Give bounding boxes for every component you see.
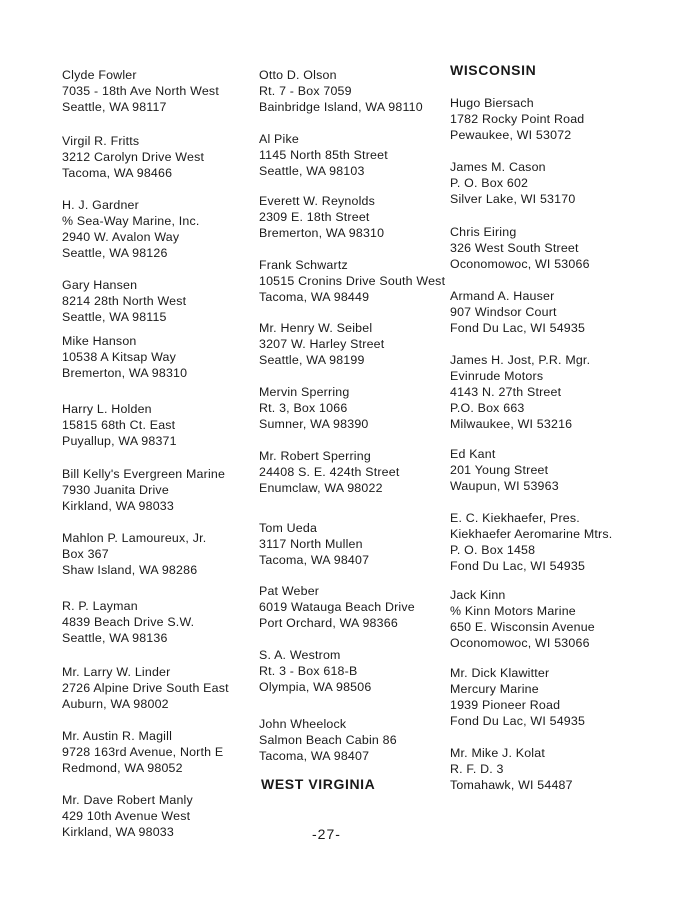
- entry-name: Frank Schwartz: [259, 258, 348, 272]
- entry-address-line: Fond Du Lac, WI 54935: [450, 559, 586, 573]
- entry-name: E. C. Kiekhaefer, Pres.: [450, 511, 580, 525]
- entry-name: Armand A. Hauser: [450, 289, 555, 303]
- entry-address-line: Tacoma, WA 98407: [259, 553, 370, 567]
- entry-address-line: 1145 North 85th Street: [259, 148, 388, 162]
- entry-address-line: P.O. Box 663: [450, 401, 525, 415]
- entry-address-line: P. O. Box 1458: [450, 543, 536, 557]
- entry-address-line: Pewaukee, WI 53072: [450, 128, 572, 142]
- entry-address-line: Puyallup, WA 98371: [62, 434, 177, 448]
- entry-address-line: 6019 Watauga Beach Drive: [259, 600, 415, 614]
- entry-address-line: Redmond, WA 98052: [62, 761, 183, 775]
- entry-name: Mr. Robert Sperring: [259, 449, 371, 463]
- address-entry: [62, 466, 225, 514]
- entry-address-line: Milwaukee, WI 53216: [450, 417, 573, 431]
- address-entry: [450, 587, 595, 651]
- entry-name: Gary Hansen: [62, 278, 138, 292]
- entry-address-line: Shaw Island, WA 98286: [62, 563, 198, 577]
- entry-address-line: Port Orchard, WA 98366: [259, 616, 398, 630]
- address-entry: [450, 665, 585, 729]
- entry-name: Mr. Dave Robert Manly: [62, 793, 193, 807]
- address-entry: [259, 647, 371, 695]
- address-entry: [450, 224, 590, 272]
- entry-address-line: 907 Windsor Court: [450, 305, 557, 319]
- entry-address-line: 3212 Carolyn Drive West: [62, 150, 205, 164]
- entry-address-line: 7035 - 18th Ave North West: [62, 84, 219, 98]
- entry-name: Virgil R. Fritts: [62, 134, 140, 148]
- entry-address-line: Olympia, WA 98506: [259, 680, 372, 694]
- address-entry: [450, 510, 612, 574]
- address-entry: [62, 530, 206, 578]
- entry-address-line: 3207 W. Harley Street: [259, 337, 385, 351]
- address-entry: [62, 664, 229, 712]
- entry-address-line: Bainbridge Island, WA 98110: [259, 100, 423, 114]
- entry-name: Al Pike: [259, 132, 299, 146]
- entry-name: Mr. Dick Klawitter: [450, 666, 550, 680]
- entry-address-line: R. F. D. 3: [450, 762, 504, 776]
- entry-address-line: Tomahawk, WI 54487: [450, 778, 573, 792]
- address-entry: [62, 133, 204, 181]
- entry-address-line: Oconomowoc, WI 53066: [450, 257, 590, 271]
- address-entry: [450, 446, 559, 494]
- entry-name: Tom Ueda: [259, 521, 318, 535]
- address-entry: [259, 716, 397, 764]
- entry-address-line: 1782 Rocky Point Road: [450, 112, 585, 126]
- entry-name: Mr. Mike J. Kolat: [450, 746, 545, 760]
- entry-name: Bill Kelly's Evergreen Marine: [62, 467, 226, 481]
- entry-address-line: 3117 North Mullen: [259, 537, 363, 551]
- entry-address-line: Bremerton, WA 98310: [62, 366, 188, 380]
- entry-address-line: 201 Young Street: [450, 463, 549, 477]
- entry-address-line: Tacoma, WA 98466: [62, 166, 173, 180]
- entry-address-line: Rt. 7 - Box 7059: [259, 84, 352, 98]
- entry-address-line: Seattle, WA 98117: [62, 100, 167, 114]
- address-entry: [450, 745, 573, 793]
- entry-name: Mr. Austin R. Magill: [62, 729, 173, 743]
- entry-address-line: Tacoma, WA 98449: [259, 290, 370, 304]
- address-entry: [62, 401, 177, 449]
- entry-address-line: Seattle, WA 98199: [259, 353, 365, 367]
- entry-name: Everett W. Reynolds: [259, 194, 376, 208]
- entry-name: Ed Kant: [450, 447, 496, 461]
- entry-name: Mr. Henry W. Seibel: [259, 321, 373, 335]
- address-entry: [62, 333, 187, 381]
- address-entry: [62, 197, 200, 261]
- address-entry: [259, 131, 388, 179]
- entry-address-line: Tacoma, WA 98407: [259, 749, 370, 763]
- entry-name: Pat Weber: [259, 584, 320, 598]
- entry-address-line: 650 E. Wisconsin Avenue: [450, 620, 595, 634]
- entry-address-line: Sumner, WA 98390: [259, 417, 369, 431]
- entry-address-line: 2726 Alpine Drive South East: [62, 681, 229, 695]
- heading-wisconsin: WISCONSIN: [450, 62, 537, 78]
- address-entry: [259, 520, 369, 568]
- entry-name: John Wheelock: [259, 717, 347, 731]
- entry-address-line: Salmon Beach Cabin 86: [259, 733, 397, 747]
- entry-name: Chris Eiring: [450, 225, 517, 239]
- entry-address-line: Rt. 3, Box 1066: [259, 401, 348, 415]
- entry-address-line: 7930 Juanita Drive: [62, 483, 169, 497]
- entry-address-line: 10515 Cronins Drive South West: [259, 274, 446, 288]
- entry-address-line: 15815 68th Ct. East: [62, 418, 176, 432]
- entry-address-line: 9728 163rd Avenue, North E: [62, 745, 224, 759]
- entry-address-line: Seattle, WA 98115: [62, 310, 167, 324]
- entry-address-line: 1939 Pioneer Road: [450, 698, 561, 712]
- entry-name: R. P. Layman: [62, 599, 138, 613]
- entry-name: Clyde Fowler: [62, 68, 137, 82]
- entry-address-line: 429 10th Avenue West: [62, 809, 191, 823]
- address-entry: [259, 448, 400, 496]
- entry-address-line: % Kinn Motors Marine: [450, 604, 576, 618]
- address-entry: [62, 598, 194, 646]
- entry-name: Mike Hanson: [62, 334, 137, 348]
- entry-address-line: Rt. 3 - Box 618-B: [259, 664, 358, 678]
- entry-name: Mr. Larry W. Linder: [62, 665, 171, 679]
- entry-address-line: Mercury Marine: [450, 682, 539, 696]
- entry-name: S. A. Westrom: [259, 648, 341, 662]
- address-entry: [259, 67, 423, 115]
- entry-name: Otto D. Olson: [259, 68, 337, 82]
- address-entry: [62, 728, 223, 776]
- address-entry: [62, 792, 193, 840]
- entry-name: James M. Cason: [450, 160, 546, 174]
- entry-address-line: 2309 E. 18th Street: [259, 210, 370, 224]
- entry-address-line: P. O. Box 602: [450, 176, 529, 190]
- entry-address-line: Fond Du Lac, WI 54935: [450, 714, 586, 728]
- entry-address-line: Bremerton, WA 98310: [259, 226, 385, 240]
- address-entry: [62, 277, 186, 325]
- address-entry: [450, 288, 585, 336]
- address-entry: [259, 583, 415, 631]
- entry-address-line: Enumclaw, WA 98022: [259, 481, 383, 495]
- entry-address-line: 24408 S. E. 424th Street: [259, 465, 400, 479]
- entry-address-line: 4143 N. 27th Street: [450, 385, 562, 399]
- entry-address-line: 2940 W. Avalon Way: [62, 230, 180, 244]
- address-entry: [62, 67, 219, 115]
- entry-address-line: Kiekhaefer Aeromarine Mtrs.: [450, 527, 613, 541]
- address-entry: [259, 320, 384, 368]
- address-entry: [259, 257, 445, 305]
- entry-address-line: Kirkland, WA 98033: [62, 499, 174, 513]
- entry-address-line: 8214 28th North West: [62, 294, 187, 308]
- address-entry: [450, 159, 575, 207]
- entry-address-line: Waupun, WI 53963: [450, 479, 559, 493]
- address-entry: [259, 193, 384, 241]
- entry-address-line: 4839 Beach Drive S.W.: [62, 615, 195, 629]
- entry-name: Mervin Sperring: [259, 385, 350, 399]
- entry-address-line: Evinrude Motors: [450, 369, 544, 383]
- entry-address-line: Oconomowoc, WI 53066: [450, 636, 590, 650]
- entry-address-line: Seattle, WA 98126: [62, 246, 168, 260]
- address-entry: [450, 352, 590, 432]
- entry-address-line: 326 West South Street: [450, 241, 579, 255]
- entry-address-line: Auburn, WA 98002: [62, 697, 169, 711]
- entry-address-line: Box 367: [62, 547, 109, 561]
- entry-address-line: Kirkland, WA 98033: [62, 825, 174, 839]
- address-entry: [259, 384, 369, 432]
- page-number: -27-: [312, 826, 341, 842]
- heading-west-virginia: WEST VIRGINIA: [261, 776, 376, 792]
- entry-address-line: Seattle, WA 98103: [259, 164, 365, 178]
- entry-address-line: Silver Lake, WI 53170: [450, 192, 576, 206]
- entry-name: H. J. Gardner: [62, 198, 139, 212]
- entry-name: Harry L. Holden: [62, 402, 152, 416]
- entry-name: James H. Jost, P.R. Mgr.: [450, 353, 591, 367]
- entry-address-line: Seattle, WA 98136: [62, 631, 168, 645]
- address-entry: [450, 95, 584, 143]
- entry-address-line: % Sea-Way Marine, Inc.: [62, 214, 200, 228]
- entry-name: Mahlon P. Lamoureux, Jr.: [62, 531, 207, 545]
- entry-address-line: Fond Du Lac, WI 54935: [450, 321, 586, 335]
- entry-name: Jack Kinn: [450, 588, 506, 602]
- entry-name: Hugo Biersach: [450, 96, 534, 110]
- entry-address-line: 10538 A Kitsap Way: [62, 350, 177, 364]
